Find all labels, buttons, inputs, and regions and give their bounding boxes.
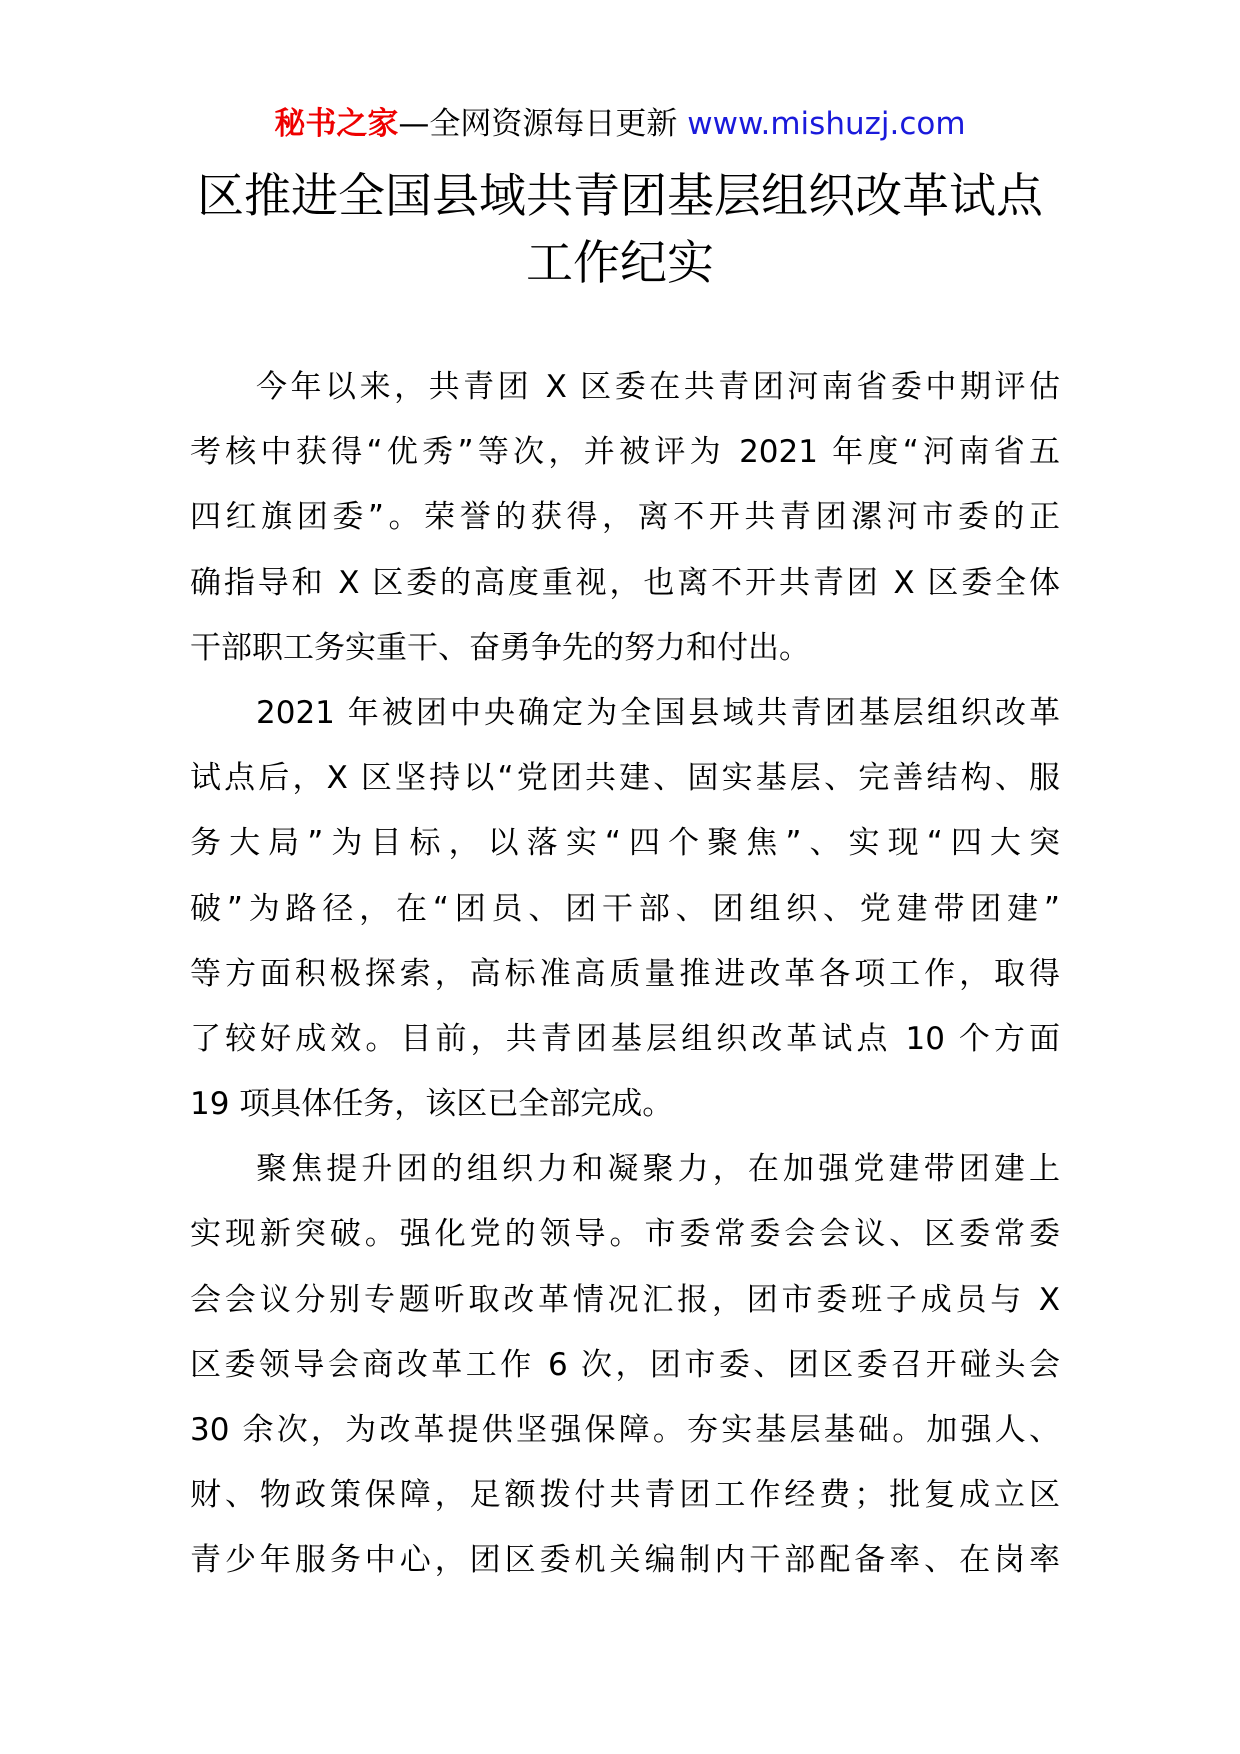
text-line: 等方面积极探索，高标准高质量推进改革各项工作，取得 <box>190 955 1060 992</box>
banner-tagline: —全网资源每日更新 <box>398 106 688 142</box>
text-line: 了较好成效。目前，共青团基层组织改革试点 10 个方面 <box>190 1020 1060 1057</box>
site-banner <box>0 104 1240 144</box>
document-title <box>0 163 1240 297</box>
text-line: 区委领导会商改革工作 6 次，团市委、团区委召开碰头会 <box>190 1346 1060 1383</box>
title-line-1: 区推进全国县域共青团基层组织改革试点 <box>197 169 1043 224</box>
paragraph-2 <box>190 681 1060 1137</box>
site-url-link[interactable]: www.mishuzj.com <box>687 106 966 142</box>
text-line: 青少年服务中心，团区委机关编制内干部配备率、在岗率 <box>190 1542 1060 1579</box>
text-line: 试点后，X 区坚持以“党团共建、固实基层、完善结构、服 <box>190 760 1060 797</box>
text-line: 2021 年被团中央确定为全国县域共青团基层组织改革 <box>256 694 1060 731</box>
text-line: 实现新突破。强化党的领导。市委常委会会议、区委常委 <box>190 1216 1060 1253</box>
text-line: 聚焦提升团的组织力和凝聚力，在加强党建带团建上 <box>256 1151 1060 1188</box>
text-line: 考核中获得“优秀”等次，并被评为 2021 年度“河南省五 <box>190 434 1060 471</box>
text-line: 30 余次，为改革提供坚强保障。夯实基层基础。加强人、 <box>190 1412 1060 1448</box>
title-line-2: 工作纪实 <box>526 236 714 291</box>
text-line: 确指导和 X 区委的高度重视，也离不开共青团 X 区委全体 <box>190 564 1060 601</box>
text-line: 务大局”为目标，以落实“四个聚焦”、实现“四大突 <box>190 825 1060 862</box>
brand-name: 秘书之家 <box>274 106 399 142</box>
text-line: 会会议分别专题听取改革情况汇报，团市委班子成员与 X <box>190 1281 1060 1318</box>
paragraph-3 <box>190 1137 1060 1593</box>
paragraph-1 <box>190 355 1060 681</box>
text-line: 19 项具体任务，该区已全部完成。 <box>190 1086 674 1123</box>
text-line: 破”为路径，在“团员、团干部、团组织、党建带团建” <box>190 890 1060 927</box>
text-line: 干部职工务实重干、奋勇争先的努力和付出。 <box>190 629 810 666</box>
text-line: 财、物政策保障，足额拨付共青团工作经费；批复成立区 <box>190 1477 1060 1514</box>
text-line: 四红旗团委”。荣誉的获得，离不开共青团漯河市委的正 <box>190 499 1060 536</box>
document-body <box>190 355 1060 1594</box>
text-line: 今年以来，共青团 X 区委在共青团河南省委中期评估 <box>256 369 1060 405</box>
